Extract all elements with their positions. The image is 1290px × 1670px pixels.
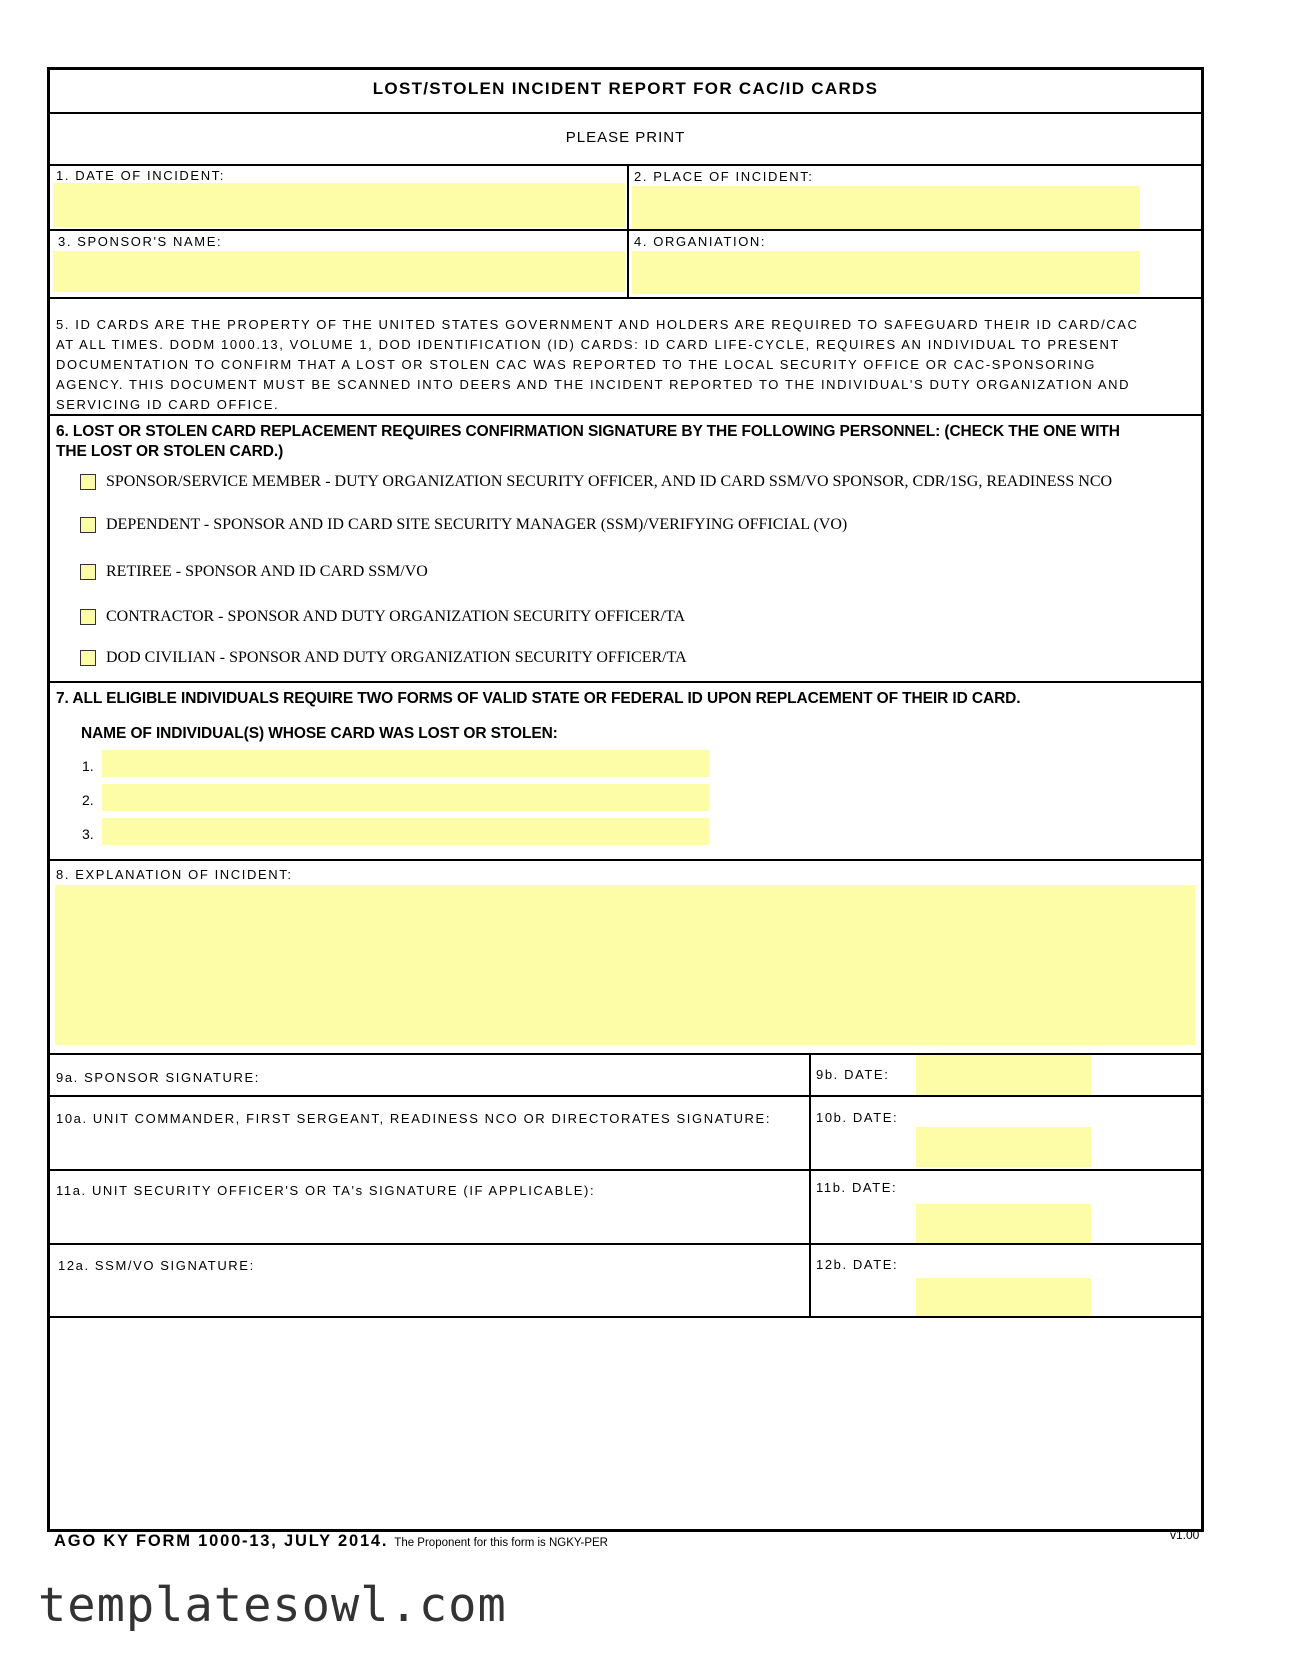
option-dod-civilian[interactable] — [80, 648, 687, 668]
sponsor-date-label: 9b. DATE: — [816, 1067, 890, 1082]
form-id: AGO KY FORM 1000-13, JULY 2014. — [54, 1532, 389, 1550]
ssm-vo-date-field[interactable] — [916, 1278, 1091, 1318]
divider — [627, 164, 629, 299]
option-label: DOD CIVILIAN - SPONSOR AND DUTY ORGANIZATION SECURITY OFFICER/TA — [106, 649, 687, 666]
option-label: DEPENDENT - SPONSOR AND ID CARD SITE SECURITY MANAGER (SSM)/VERIFYING OFFICIAL (VO) — [106, 516, 848, 533]
place-of-incident-label: 2. PLACE OF INCIDENT: — [634, 169, 814, 184]
form-title: LOST/STOLEN INCIDENT REPORT FOR CAC/ID CARDS — [372, 79, 879, 98]
sponsor-name-field[interactable] — [53, 251, 625, 292]
section5-line: DOCUMENTATION TO CONFIRM THAT A LOST OR STOLEN CAC WAS REPORTED TO THE LOCAL SECURITY OFFICE OR CAC-SPONSORING — [56, 357, 1096, 372]
section5-text — [56, 315, 1196, 415]
checkbox[interactable] — [80, 517, 96, 533]
watermark: templatesowl.com — [38, 1578, 507, 1633]
divider — [50, 681, 1201, 683]
section7-heading: 7. ALL ELIGIBLE INDIVIDUALS REQUIRE TWO FORMS OF VALID STATE OR FEDERAL ID UPON REPLACEMENT OF THEIR ID CARD. — [56, 690, 1021, 707]
individual-name-field-3[interactable] — [102, 818, 709, 845]
date-of-incident-label: 1. DATE OF INCIDENT: — [56, 168, 225, 183]
option-dependent[interactable] — [80, 515, 847, 535]
option-label: SPONSOR/SERVICE MEMBER - DUTY ORGANIZATION SECURITY OFFICER, AND ID CARD SSM/VO SPONSOR, CDR/1SG, READINESS NCO — [106, 473, 1113, 490]
organization-field[interactable] — [632, 251, 1140, 294]
option-sponsor-service-member[interactable] — [80, 472, 1112, 492]
section5-line: AT ALL TIMES. DODM 1000.13, VOLUME 1, DOD IDENTIFICATION (ID) CARDS: ID CARD LIFE-CYCLE, REQUIRES AN INDIVIDUAL TO PRESENT — [56, 337, 1120, 352]
section5-line: SERVICING ID CARD OFFICE. — [56, 397, 280, 412]
section5-line: 5. ID CARDS ARE THE PROPERTY OF THE UNITED STATES GOVERNMENT AND HOLDERS ARE REQUIRED TO SAFEGUARD THEIR ID CARD/CAC — [56, 317, 1139, 332]
divider — [50, 1095, 1201, 1097]
option-retiree[interactable] — [80, 562, 428, 582]
divider — [50, 1316, 1201, 1318]
name-number: 1. — [82, 758, 94, 774]
ssm-vo-signature-label: 12a. SSM/VO SIGNATURE: — [58, 1258, 255, 1273]
section6-heading-line2: THE LOST OR STOLEN CARD.) — [56, 443, 284, 460]
explanation-label: 8. EXPLANATION OF INCIDENT: — [56, 867, 293, 882]
form-subtitle: PLEASE PRINT — [565, 129, 686, 146]
place-of-incident-field[interactable] — [632, 186, 1140, 229]
option-label: CONTRACTOR - SPONSOR AND DUTY ORGANIZATION SECURITY OFFICER/TA — [106, 608, 686, 625]
divider — [50, 1169, 1201, 1171]
checkbox[interactable] — [80, 609, 96, 625]
divider — [50, 859, 1201, 861]
name-number: 3. — [82, 826, 94, 842]
security-officer-date-field[interactable] — [916, 1204, 1091, 1244]
divider — [50, 297, 1201, 299]
date-of-incident-field[interactable] — [53, 183, 625, 227]
form-footer — [54, 1532, 608, 1551]
name-number: 2. — [82, 792, 94, 808]
individual-name-field-2[interactable] — [102, 784, 709, 811]
divider — [50, 229, 1201, 231]
checkbox[interactable] — [80, 474, 96, 490]
checkbox[interactable] — [80, 564, 96, 580]
divider — [50, 414, 1201, 416]
individual-name-field-1[interactable] — [102, 750, 709, 777]
option-label: RETIREE - SPONSOR AND ID CARD SSM/VO — [106, 563, 428, 580]
security-officer-date-label: 11b. DATE: — [816, 1180, 898, 1195]
sponsor-name-label: 3. SPONSOR'S NAME: — [58, 234, 223, 249]
sponsor-date-field[interactable] — [916, 1055, 1091, 1095]
commander-date-label: 10b. DATE: — [816, 1110, 899, 1125]
section5-line: AGENCY. THIS DOCUMENT MUST BE SCANNED INTO DEERS AND THE INCIDENT REPORTED TO THE INDIVIDUAL'S DUTY ORGANIZATION AND — [56, 377, 1131, 392]
divider — [809, 1053, 811, 1316]
incident-report-form — [47, 67, 1204, 1532]
explanation-field[interactable] — [55, 885, 1195, 1045]
divider — [50, 164, 1201, 166]
divider — [50, 112, 1201, 114]
section6-heading-line1: 6. LOST OR STOLEN CARD REPLACEMENT REQUIRES CONFIRMATION SIGNATURE BY THE FOLLOWING PERSONNEL: (CHECK THE ONE WITH — [56, 423, 1120, 440]
form-version: v1.00 — [1170, 1528, 1200, 1542]
ssm-vo-date-label: 12b. DATE: — [816, 1257, 899, 1272]
security-officer-signature-label: 11a. UNIT SECURITY OFFICER'S OR TA's SIGNATURE (IF APPLICABLE): — [56, 1183, 596, 1198]
commander-signature-label: 10a. UNIT COMMANDER, FIRST SERGEANT, READINESS NCO OR DIRECTORATES SIGNATURE: — [56, 1111, 772, 1126]
option-contractor[interactable] — [80, 607, 685, 627]
organization-label: 4. ORGANIATION: — [634, 234, 767, 249]
divider — [50, 1243, 1201, 1245]
checkbox[interactable] — [80, 650, 96, 666]
commander-date-field[interactable] — [916, 1127, 1091, 1167]
section7-subheading: NAME OF INDIVIDUAL(S) WHOSE CARD WAS LOST OR STOLEN: — [81, 725, 558, 742]
proponent-text: The Proponent for this form is NGKY-PER — [394, 1537, 608, 1549]
sponsor-signature-label: 9a. SPONSOR SIGNATURE: — [56, 1070, 260, 1085]
